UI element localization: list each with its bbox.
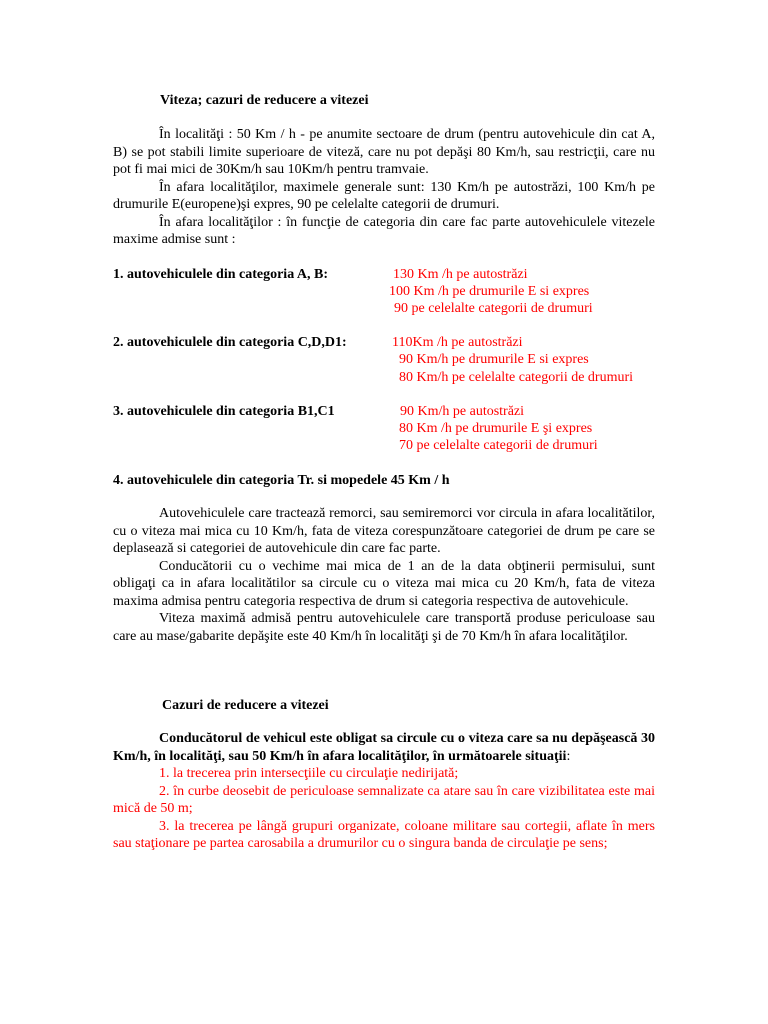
intro-paragraph-2: În afara localităţilor, maximele generale sunt: 130 Km/h pe autostrăzi, 100 Km/h pe drumurile E(europene)şi expres, 90 pe celelalte categorii de drumuri. bbox=[113, 179, 655, 212]
category-4-label: 4. autovehiculele din categoria Tr. si mopedele 45 Km / h bbox=[113, 473, 450, 488]
category-2-limit-1: 110Km /h pe autostrăzi bbox=[392, 335, 523, 350]
body-paragraph-1: Autovehiculele care tractează remorci, sau semiremorci vor circula in afara localitătilor, cu o viteza mai mica cu 10 Km/h, fata de viteza corespunzătoare categoriei de drum pe care se deplasează si categoriei de autovehicule din care fac parte. bbox=[113, 506, 655, 556]
body-section bbox=[113, 505, 655, 645]
intro-section bbox=[113, 126, 655, 249]
obligation-text: Conducătorul de vehicul este obligat sa circule cu o viteza care sa nu depăşească 30 Km/h, în localităţi, sau 50 Km/h în afara localităţilor, în următoarele situaţii bbox=[113, 731, 655, 764]
situations-section bbox=[113, 730, 655, 853]
intro-paragraph-3: În afara localităţilor : în funcţie de categoria din care fac parte autovehiculele vitezele maxime admise sunt : bbox=[113, 214, 655, 247]
category-1-limit-3: 90 pe celelalte categorii de drumuri bbox=[394, 301, 593, 316]
category-3-label: 3. autovehiculele din categoria B1,C1 bbox=[113, 404, 335, 419]
body-paragraph-2: Conducătorii cu o vechime mai mica de 1 an de la data obţinerii permisului, sunt obligaţi ca in afara localitătilor sa circule cu o viteza mai mica cu 20 Km/h, fata de viteza maxima admisa pentru categoria respectiva de drum si categoria respectiva de autovehicule. bbox=[113, 558, 655, 609]
situation-3: 3. la trecerea pe lângă grupuri organizate, coloane militare sau cortegii, aflate în mers sau staţionare pe partea carosabila a drumurilor cu o singura banda de circulaţie pe sens; bbox=[113, 818, 655, 851]
intro-paragraph-1: În localităţi : 50 Km / h - pe anumite sectoare de drum (pentru autovehicule din cat A, B) se pot stabili limite superioare de viteză, care nu pot depăşi 80 Km/h, sau restricţii, care nu pot fi mai mici de 30Km/h sau 10Km/h pentru tramvaie. bbox=[113, 127, 655, 177]
section-2-title: Cazuri de reducere a vitezei bbox=[162, 698, 329, 713]
situation-2: 2. în curbe deosebit de periculoase semnalizate ca atare sau în care vizibilitatea este mai mică de 50 m; bbox=[113, 783, 655, 816]
document-title: Viteza; cazuri de reducere a vitezei bbox=[160, 93, 369, 108]
category-1-limit-2: 100 Km /h pe drumurile E si expres bbox=[389, 284, 590, 299]
category-1-label: 1. autovehiculele din categoria A, B: bbox=[113, 267, 329, 282]
category-1-limit-1: 130 Km /h pe autostrăzi bbox=[393, 267, 528, 282]
category-2-limit-2: 90 Km/h pe drumurile E si expres bbox=[399, 352, 589, 367]
obligation-paragraph bbox=[113, 730, 655, 765]
category-3-limit-3: 70 pe celelalte categorii de drumuri bbox=[399, 438, 598, 453]
obligation-colon: : bbox=[566, 748, 571, 764]
category-2-limit-3: 80 Km/h pe celelalte categorii de drumuri bbox=[399, 370, 634, 385]
situation-1: 1. la trecerea prin intersecţiile cu circulaţie nedirijată; bbox=[159, 766, 459, 781]
category-3-limit-2: 80 Km /h pe drumurile E şi expres bbox=[399, 421, 593, 436]
category-2-label: 2. autovehiculele din categoria C,D,D1: bbox=[113, 335, 347, 350]
body-paragraph-3: Viteza maximă admisă pentru autovehiculele care transportă produse periculoase sau care au mase/gabarite depăşite este 40 Km/h în localităţi şi de 70 Km/h în afara localităţilor. bbox=[113, 611, 655, 644]
category-3-limit-1: 90 Km/h pe autostrăzi bbox=[400, 404, 525, 419]
